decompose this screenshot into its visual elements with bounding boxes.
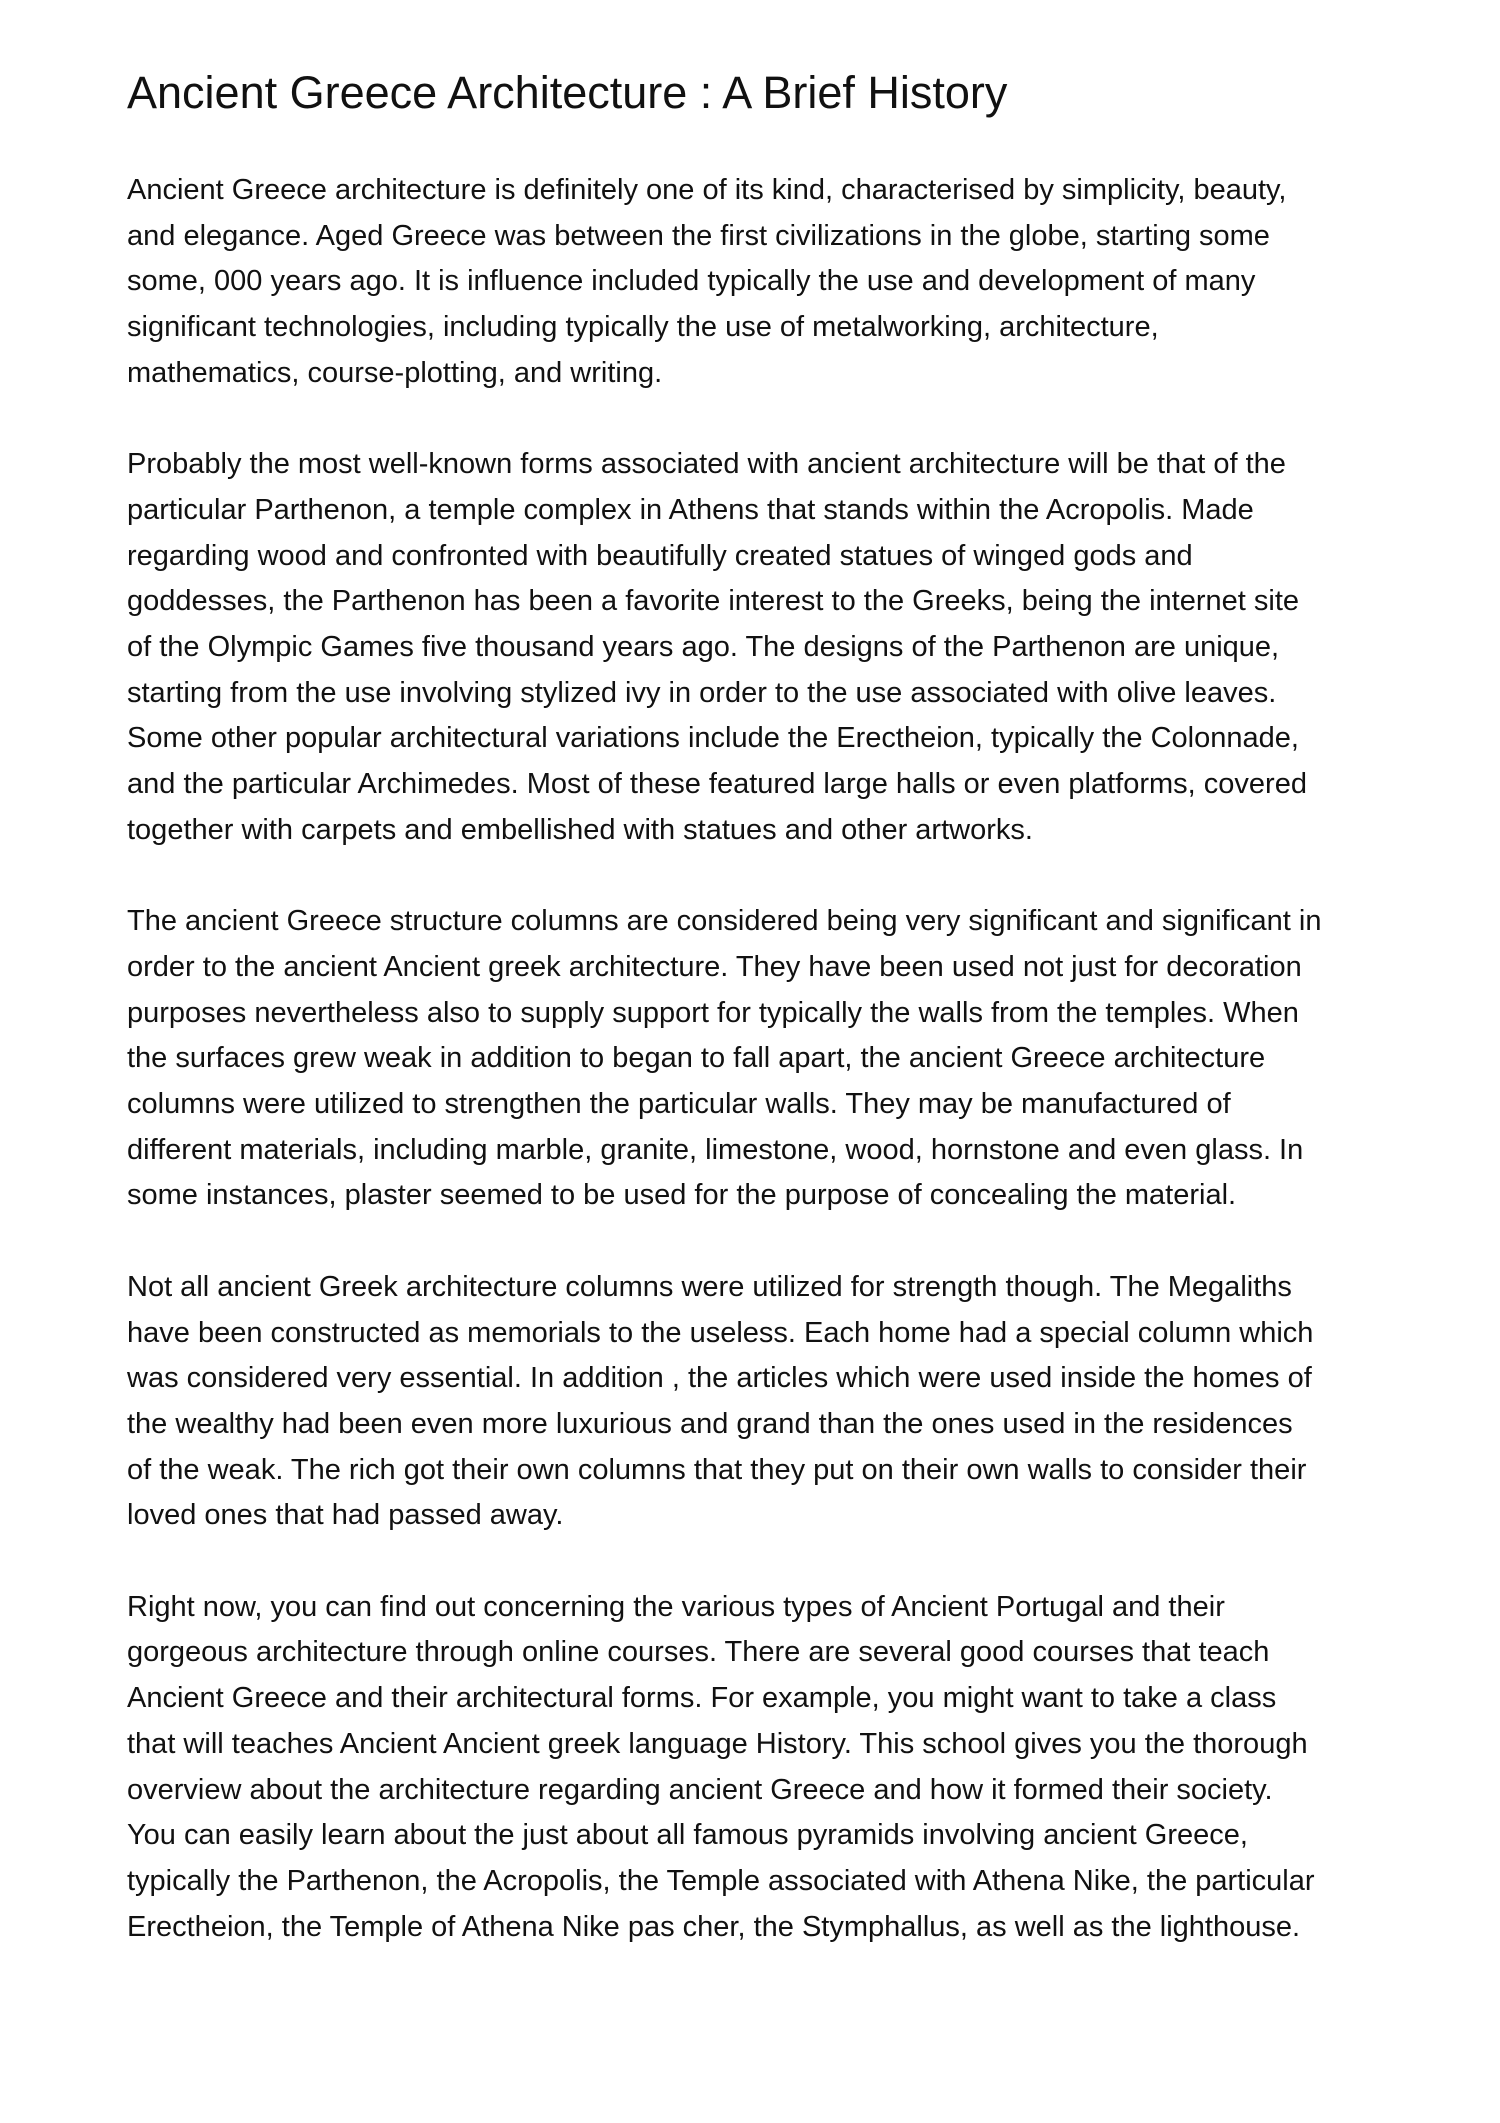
text-line: Erectheion, the Temple of Athena Nike pas cher, the Stymphallus, as well as the lighthouse.: [127, 1910, 1301, 1943]
text-line: that will teaches Ancient Ancient greek language History. This school gives you the thorough: [127, 1727, 1308, 1760]
text-line: Ancient Greece architecture is definitely one of its kind, characterised by simplicity, beauty,: [127, 174, 1287, 206]
text-line: together with carpets and embellished with statues and other artworks.: [127, 813, 1033, 846]
text-line: have been constructed as memorials to the useless. Each home had a special column which: [127, 1316, 1314, 1349]
paragraph: [127, 168, 1407, 397]
text-line: goddesses, the Parthenon has been a favorite interest to the Greeks, being the internet site: [127, 585, 1300, 618]
text-line: order to the ancient Ancient greek architecture. They have been used not just for decoration: [127, 950, 1302, 983]
page-title: Ancient Greece Architecture : A Brief History: [127, 67, 1008, 118]
text-line: some instances, plaster seemed to be used for the purpose of concealing the material.: [127, 1179, 1237, 1212]
paragraph: [127, 899, 1407, 1219]
article-body: [127, 168, 1407, 1996]
text-line: regarding wood and confronted with beautifully created statues of winged gods and: [127, 539, 1193, 572]
text-line: purposes nevertheless also to supply support for typically the walls from the temples. When: [127, 996, 1299, 1029]
text-line: significant technologies, including typically the use of metalworking, architecture,: [127, 311, 1159, 344]
paragraph: [127, 442, 1407, 853]
text-line: the surfaces grew weak in addition to began to fall apart, the ancient Greece architecture: [127, 1042, 1266, 1075]
text-line: Ancient Greece and their architectural forms. For example, you might want to take a class: [127, 1682, 1277, 1715]
text-line: the wealthy had been even more luxurious and grand than the ones used in the residences: [127, 1407, 1293, 1440]
text-line: starting from the use involving stylized ivy in order to the use associated with olive leaves.: [127, 676, 1277, 709]
text-line: Not all ancient Greek architecture columns were utilized for strength though. The Megaliths: [127, 1270, 1292, 1303]
text-line: loved ones that had passed away.: [127, 1499, 564, 1532]
text-line: was considered very essential. In addition , the articles which were used inside the homes of: [127, 1362, 1312, 1395]
paragraph: [127, 1585, 1407, 1951]
text-line: gorgeous architecture through online courses. There are several good courses that teach: [127, 1636, 1270, 1669]
text-line: of the Olympic Games five thousand years ago. The designs of the Parthenon are unique,: [127, 631, 1280, 664]
text-line: typically the Parthenon, the Acropolis, the Temple associated with Athena Nike, the particular: [127, 1864, 1315, 1897]
text-line: You can easily learn about the just about all famous pyramids involving ancient Greece,: [127, 1819, 1248, 1852]
paragraph: [127, 1265, 1407, 1539]
text-line: columns were utilized to strengthen the particular walls. They may be manufactured of: [127, 1088, 1231, 1121]
text-line: and the particular Archimedes. Most of these featured large halls or even platforms, covered: [127, 768, 1307, 801]
text-line: different materials, including marble, granite, limestone, wood, hornstone and even glass. In: [127, 1133, 1304, 1166]
text-line: of the weak. The rich got their own columns that they put on their own walls to consider their: [127, 1453, 1307, 1486]
text-line: overview about the architecture regarding ancient Greece and how it formed their society.: [127, 1773, 1273, 1806]
text-line: The ancient Greece structure columns are considered being very significant and significant in: [127, 905, 1322, 938]
text-line: Probably the most well-known forms associated with ancient architecture will be that of the: [127, 448, 1286, 481]
text-line: Some other popular architectural variations include the Erectheion, typically the Colonnade,: [127, 722, 1299, 755]
text-line: mathematics, course-plotting, and writing.: [127, 356, 663, 389]
text-line: and elegance. Aged Greece was between the first civilizations in the globe, starting some: [127, 219, 1270, 252]
text-line: some, 000 years ago. It is influence included typically the use and development of many: [127, 265, 1256, 298]
text-line: Right now, you can find out concerning the various types of Ancient Portugal and their: [127, 1590, 1225, 1623]
text-line: particular Parthenon, a temple complex in Athens that stands within the Acropolis. Made: [127, 493, 1254, 526]
